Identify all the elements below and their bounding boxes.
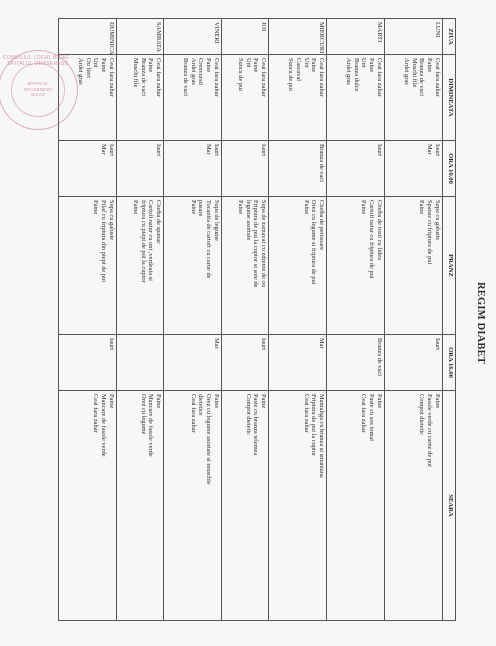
menu-item: Mar [100,144,108,155]
header-pranz: PRANZ [443,197,456,335]
document-title: REGIM DIABET [475,281,486,365]
table-header-row [443,19,456,621]
menu-item: Ceai fara zahar [302,394,310,433]
menu-item: Ceai fara zahar [189,394,197,433]
ora-10-cell [269,141,327,197]
menu-item: Sunca de pui [286,58,294,92]
dimineata-cell [164,55,222,141]
menu-item: Spanac cu friptura de pui [426,200,434,265]
menu-item: pasare [197,200,205,217]
seara-cell [117,391,164,621]
table-row [269,19,327,621]
pranz-cell [385,197,443,335]
menu-item: Paine [260,394,268,409]
day-cell: JOI [222,19,269,55]
pranz-cell [117,197,164,335]
header-ora-16: ORA 16.00 [443,335,456,391]
menu-item: Paste cu sos tomat [368,394,376,442]
seara-cell [59,391,117,621]
ora-16-cell [269,335,327,391]
menu-item: Friptura de pui la cuptor [310,394,318,457]
menu-item: Paine [310,58,318,73]
menu-item: Supa de zarzavat cu zdrente de ou [260,200,268,287]
menu-item: Ciorba de perisoare [318,200,326,251]
menu-item: Orez cu legume si friptura de pui [310,200,318,285]
menu-item: Ou fiert [84,58,92,79]
menu-item: legume asortate [244,200,252,241]
menu-item: Orez cu legume asortate si muschie [205,394,213,485]
official-stamp [0,50,78,130]
dimineata-cell [117,55,164,141]
menu-item: Unt [244,58,252,68]
menu-item: Pilaf cu friptura din piept de pui [100,200,108,282]
seara-cell [222,391,269,621]
menu-item: Paine [108,394,115,409]
header-seara: SEARA [443,391,456,621]
menu-item: Paine [100,58,108,73]
menu-item: Iaurt [108,338,115,351]
dimineata-cell [327,55,385,141]
day-cell: DUMINICA [59,19,117,55]
stamp-line: ORASENESC [23,86,53,92]
menu-item: Ceai fara zahar [260,58,268,97]
day-cell: LUNI [385,19,443,55]
ora-16-cell [385,335,443,391]
ora-10-cell [117,141,164,197]
table-row [385,19,443,621]
ora-10-cell [59,141,117,197]
ora-16-cell [164,335,222,391]
menu-item: Iaurt [434,338,441,351]
table-row [327,19,385,621]
menu-item: Orez cu legume [139,394,147,435]
menu-item: friptura cu piept de pui la cuptor [139,200,147,283]
menu-item: Ceai fara zahar [376,58,384,97]
stamp-line: SPITALUL [27,81,49,86]
menu-item: Mancare de fasole verde [147,394,155,457]
pranz-cell [269,197,327,335]
seara-cell [269,391,327,621]
menu-item: Paine [360,200,368,215]
menu-item: Branza de vaci [318,144,326,182]
menu-item: Mar [213,338,221,349]
ora-10-cell [385,141,443,197]
menu-item: Ceai fara zahar [92,394,100,433]
dimineata-cell [269,55,327,141]
table-row [222,19,269,621]
menu-item: Supa cu galuste [434,200,441,241]
ora-16-cell [59,335,117,391]
menu-item: Cascaval [294,58,302,82]
menu-item: Iaurt [213,144,221,157]
day-cell: SAMBATA [117,19,164,55]
menu-item: Ceai fara zahar [360,394,368,433]
menu-item: Paine [368,58,376,73]
stamp-center-text [0,81,77,98]
menu-item: Cartofi natur cu friptura de pui [368,200,376,279]
menu-item: Muschi file [131,58,139,88]
menu-item: Paine [418,200,426,215]
dimineata-cell [222,55,269,141]
day-cell: VINERI [164,19,222,55]
menu-item: Friptura de pui la cuptor si sote de [252,200,260,288]
menu-item: Paste cu branza telemea [252,394,260,456]
menu-item: Mamaliga cu branza si smantana [318,394,326,478]
menu-item: Supa de legume [213,200,221,241]
menu-item: Compot dietetic [244,394,252,435]
ora-10-cell [327,141,385,197]
menu-item: Branza dulce [352,58,360,92]
menu-item: Unt [360,58,368,68]
menu-item: Sunca de pui [236,58,244,92]
menu-item: Tocanita de cartofi cu carne de [205,200,213,279]
header-ora-10: ORA 10.00 [443,141,456,197]
menu-item: Ciorba de spanac [155,200,163,245]
menu-item: Paine [434,394,441,409]
menu-item: Muschi file [410,58,418,88]
menu-item: Ardei gras [402,58,410,85]
menu-item: Paine [426,58,434,73]
diet-schedule-table [58,18,456,621]
dimineata-cell [385,55,443,141]
menu-item: Branza de vaci [181,58,189,96]
menu-item: dietetice [197,394,205,416]
menu-item: Fasole verde cu carne de pui [426,394,434,467]
table-row [164,19,222,621]
menu-item: Unt [302,58,310,68]
ora-10-cell [164,141,222,197]
menu-item: Iaurt [434,144,441,157]
table-row [117,19,164,621]
menu-item: Cartofi natur cu unt ,verdeata si [147,200,155,281]
menu-item: Ardei gras [189,58,197,85]
day-cell: MIERCURI [269,19,327,55]
table-body [59,19,443,621]
menu-item: Ceai fara zahar [434,58,441,97]
menu-item: Paine [155,394,163,409]
ora-16-cell [327,335,385,391]
menu-item: Branza de vaci [376,338,384,376]
menu-item: Paine [147,58,155,73]
menu-item: Paine [213,394,221,409]
stamp-line: BICAZ [31,92,45,97]
menu-item: Paine [252,58,260,73]
stamp-ring-text: CONSILIUL LOCAL BICAZ · SPITALUL ORASENESC [3,55,73,67]
pranz-cell [59,197,117,335]
menu-item: Supa cu galuste [108,200,115,241]
menu-item: Iaurt [260,144,268,157]
seara-cell [327,391,385,621]
header-dimineata: DIMINEATA [443,55,456,141]
menu-item: Compot dietetic [418,394,426,435]
header-ziua: ZIUA [443,19,456,55]
menu-item: Ardei gras [76,58,84,85]
seara-cell [385,391,443,621]
ora-16-cell [117,335,164,391]
menu-item: Ardei gras [344,58,352,85]
menu-item: Paine [131,200,139,215]
pranz-cell [327,197,385,335]
menu-item: Paine [92,200,100,215]
seara-cell [164,391,222,621]
menu-item: Iaurt [260,338,268,351]
menu-item: Unt [92,58,100,68]
menu-item: Ceai fara zahar [155,58,163,97]
menu-item: Mar [426,144,434,155]
menu-item: Ciorba de rosii cu fidea [376,200,384,260]
menu-item: Branza de vaci [139,58,147,96]
menu-item: Crenvursti [197,58,205,85]
menu-item: Mar [318,338,326,349]
pranz-cell [222,197,269,335]
menu-item: Branza de vaci [418,58,426,96]
menu-item: Paine [189,200,197,215]
menu-item: Mar [205,144,213,155]
ora-16-cell [222,335,269,391]
menu-item: Paine [236,200,244,215]
pranz-cell [164,197,222,335]
menu-item: Ceai fara zahar [318,58,326,97]
menu-item: Iaurt [108,144,115,157]
menu-item: Mancare de fasole verde [100,394,108,457]
menu-item: Iaurt [155,144,163,157]
menu-item: Paine [302,200,310,215]
menu-item: Ceai fara zahar [213,58,221,97]
menu-item: Iaurt [376,144,384,157]
ora-10-cell [222,141,269,197]
menu-item: Paine [376,394,384,409]
menu-item: Ceai fara zahar [108,58,115,97]
day-cell: MARTI [327,19,385,55]
menu-item: Paine [205,58,213,73]
